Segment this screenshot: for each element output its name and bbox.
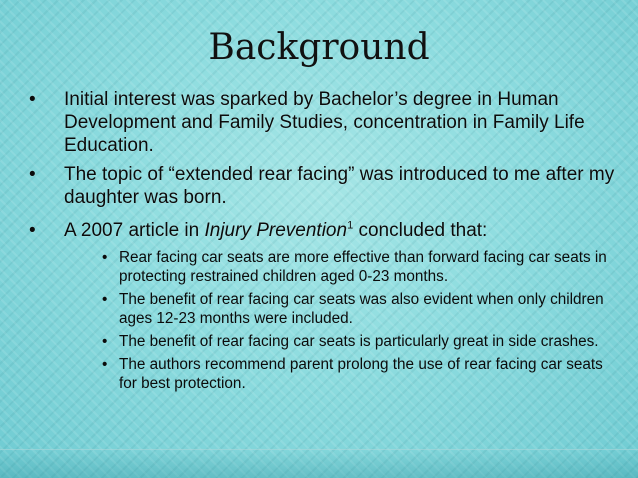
article-prefix: A 2007 article in: [64, 220, 205, 241]
sub-bullet-age-12-23: • The benefit of rear facing car seats was also evident when only children ages 12-23 months were included.: [24, 290, 624, 328]
bullet-extended-rear-facing: • The topic of “extended rear facing” was introduced to me after my daughter was born.: [24, 163, 624, 209]
sub-bullet-side-crashes: • The benefit of rear facing car seats is particularly great in side crashes.: [24, 332, 624, 351]
journal-name: Injury Prevention: [204, 220, 348, 241]
sub-bullet-effectiveness: • Rear facing car seats are more effective than forward facing car seats in protecting restrained children aged 0-23 months.: [24, 248, 624, 286]
article-suffix: concluded that:: [353, 220, 488, 241]
slide-title: Background: [208, 27, 430, 68]
bullet-initial-interest: • Initial interest was sparked by Bachelor’s degree in Human Development and Family Studies, concentration in Family Life Education.: [24, 88, 624, 157]
slide-content: [24, 88, 624, 397]
bottom-band: [0, 449, 638, 478]
sub-bullet-list: [24, 248, 624, 393]
citation-superscript: 1: [347, 219, 354, 232]
bullet-article: [24, 219, 624, 242]
sub-bullet-recommendation: • The authors recommend parent prolong the use of rear facing car seats for best protection.: [24, 355, 624, 393]
